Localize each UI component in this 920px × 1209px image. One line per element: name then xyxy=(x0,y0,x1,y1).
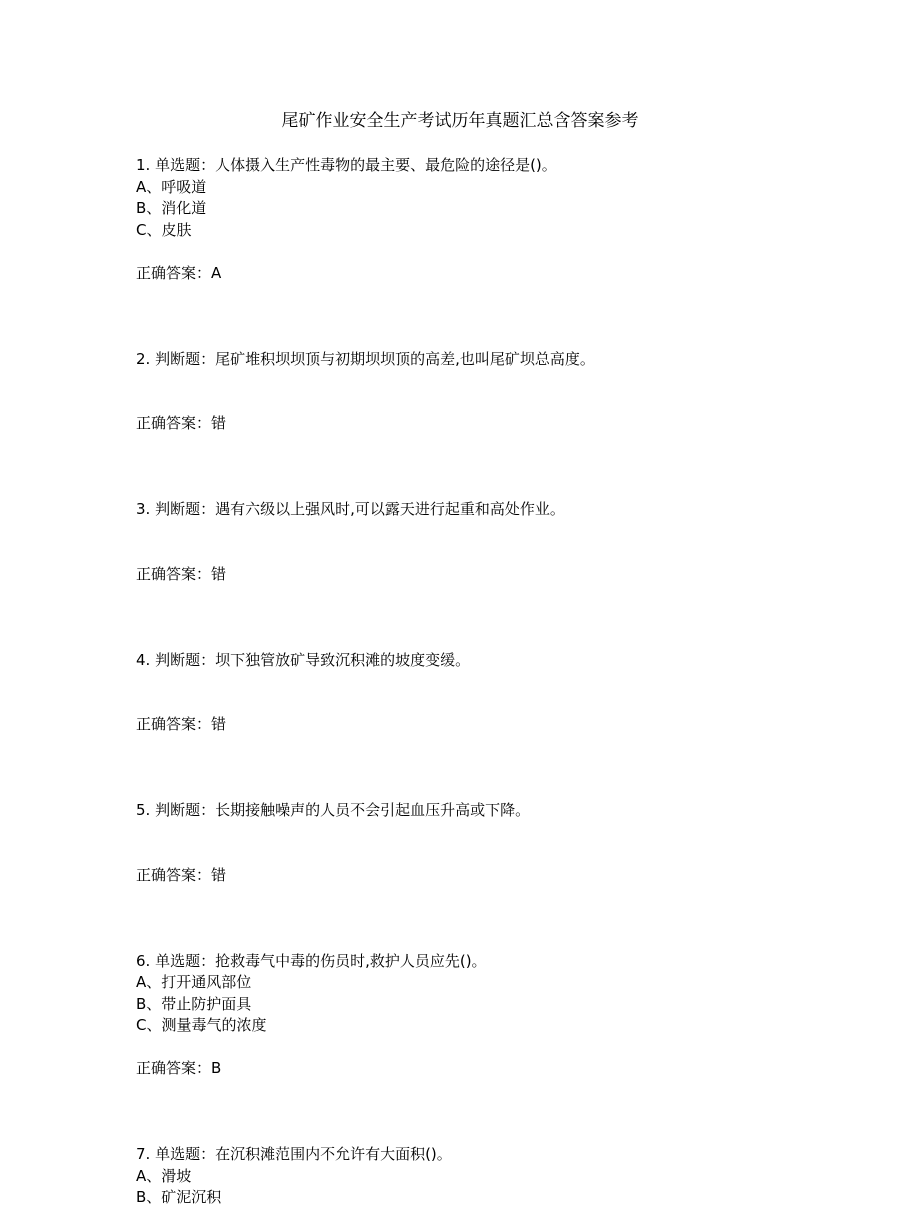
question-list xyxy=(136,155,896,1209)
question-stem: 6. 单选题：抢救毒气中毒的伤员时,救护人员应先()。 xyxy=(136,951,487,970)
question-5 xyxy=(136,800,896,886)
question-4 xyxy=(136,650,896,736)
question-stem: 3. 判断题：遇有六级以上强风时,可以露天进行起重和高处作业。 xyxy=(136,500,565,518)
question-1 xyxy=(136,155,896,284)
option-c: C、测量毒气的浓度 xyxy=(136,1016,267,1034)
question-stem: 2. 判断题：尾矿堆积坝坝顶与初期坝坝顶的高差,也叫尾矿坝总高度。 xyxy=(136,349,595,368)
question-7 xyxy=(136,1144,896,1209)
answer-line: 正确答案：A xyxy=(136,263,222,282)
option-c: C、皮肤 xyxy=(136,220,192,239)
answer-line: 正确答案：错 xyxy=(136,715,227,733)
option-a: A、呼吸道 xyxy=(136,177,207,196)
answer-line: 正确答案：错 xyxy=(136,564,227,583)
question-stem: 4. 判断题：坝下独管放矿导致沉积滩的坡度变缓。 xyxy=(136,650,471,669)
question-6 xyxy=(136,951,896,1080)
question-stem: 7. 单选题：在沉积滩范围内不允许有大面积()。 xyxy=(136,1145,452,1163)
question-stem: 1. 单选题：人体摄入生产性毒物的最主要、最危险的途径是()。 xyxy=(136,156,557,174)
option-a: A、打开通风部位 xyxy=(136,973,252,991)
question-2 xyxy=(136,349,896,435)
question-3 xyxy=(136,499,896,585)
option-b: B、矿泥沉积 xyxy=(136,1188,222,1206)
document-title: 尾矿作业安全生产考试历年真题汇总含答案参考 xyxy=(281,111,639,131)
option-b: B、带止防护面具 xyxy=(136,994,252,1013)
option-a: A、滑坡 xyxy=(136,1166,192,1185)
answer-line: 正确答案：B xyxy=(136,1059,222,1077)
answer-line: 正确答案：错 xyxy=(136,865,227,884)
option-b: B、消化道 xyxy=(136,199,207,217)
answer-line: 正确答案：错 xyxy=(136,414,227,432)
question-stem: 5. 判断题：长期接触噪声的人员不会引起血压升高或下降。 xyxy=(136,801,531,819)
